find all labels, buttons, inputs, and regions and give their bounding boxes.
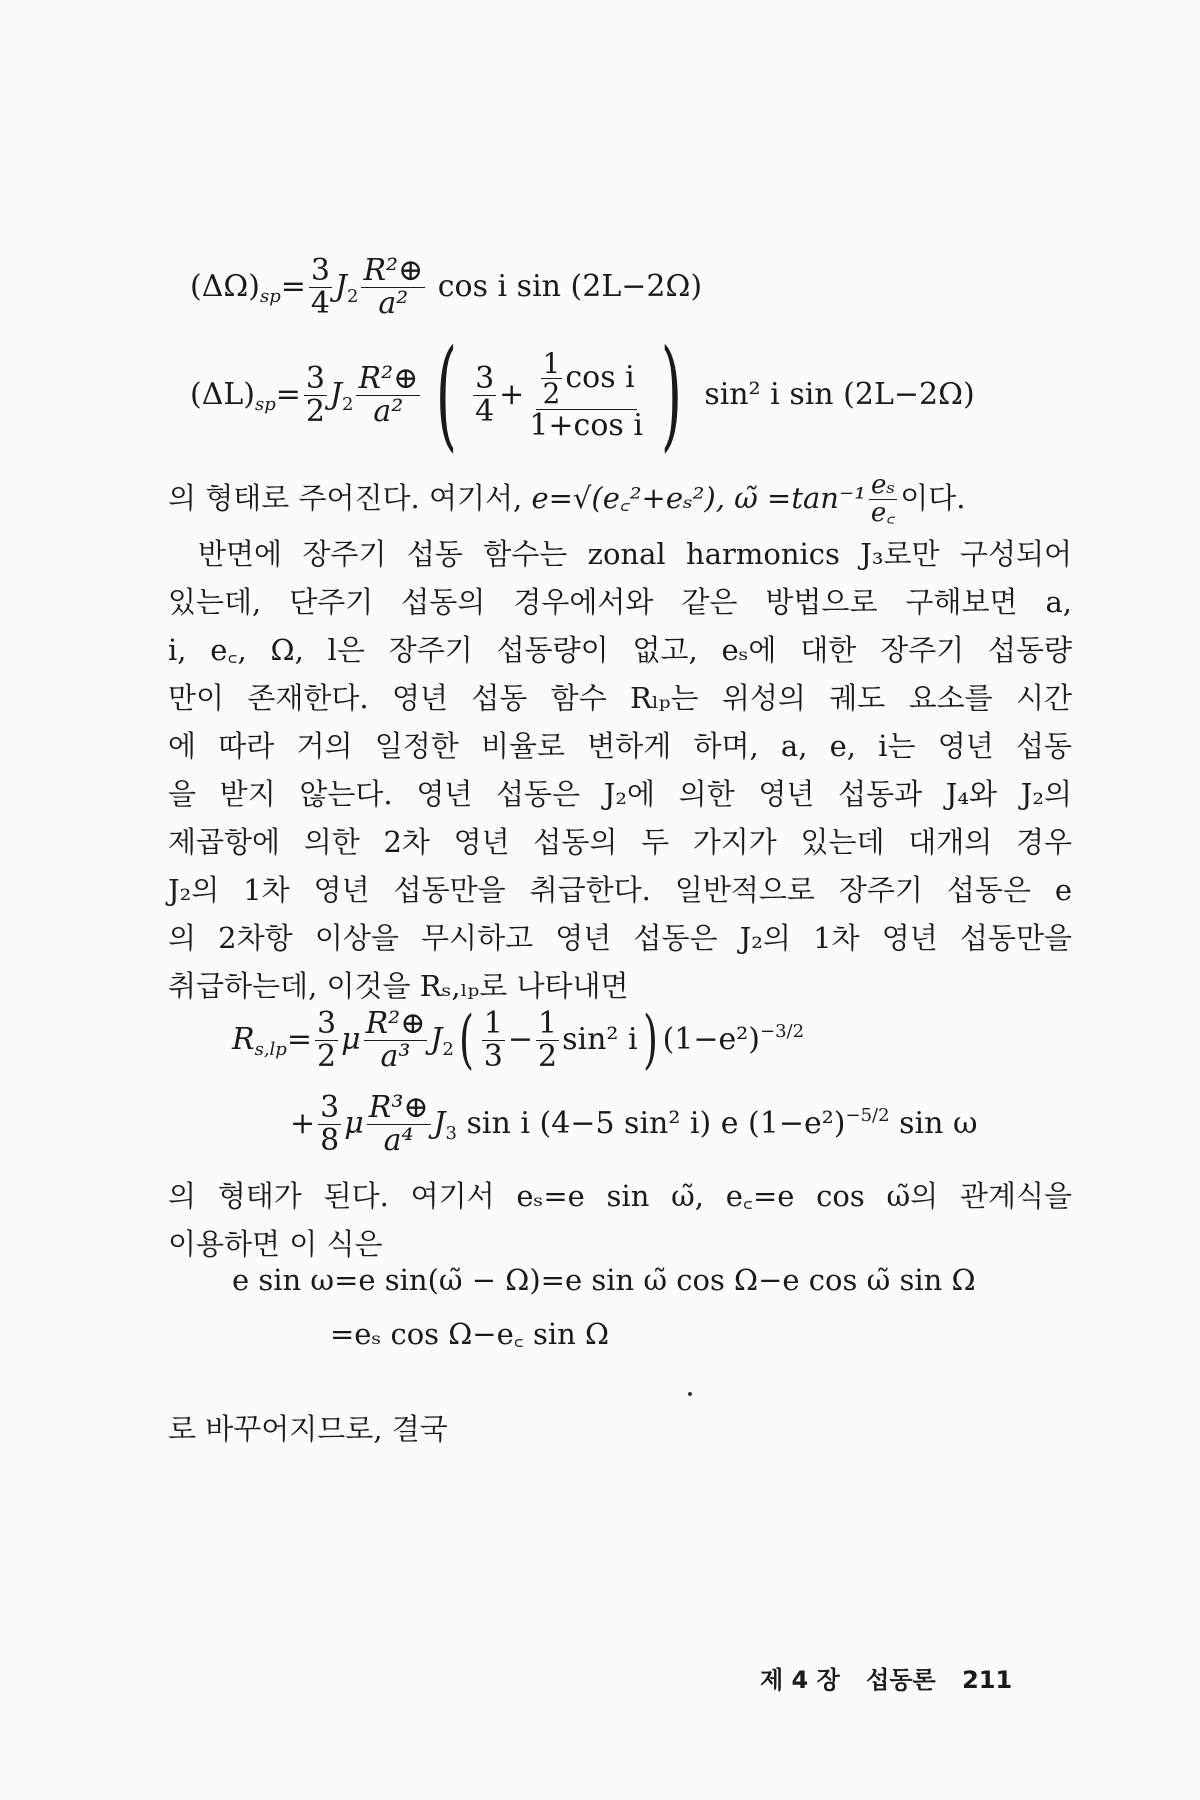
eq3-lhs: R	[232, 1022, 255, 1057]
eq2-ratio: $\frac{\text{R²⊕}}{\text{a²}}$	[358, 361, 419, 429]
eq2-right-paren: )	[660, 325, 682, 464]
eq1-tail: cos i sin (2L−2Ω)	[437, 269, 703, 304]
equation-r-slp: $R_{s,lp}=$ $\frac{3}{2}$ μ $\frac{\text{R²⊕}}{\text{a³}}$ $J_2$( $\frac{1}{3}$ − $\frac{1}{2}$ sin² i) $(1-e^2)^{-3/2}$	[232, 1003, 805, 1077]
paragraph-relation	[168, 1172, 1072, 1268]
eq2-equals: =	[275, 377, 301, 412]
equation-e-sin-omega	[232, 1263, 976, 1297]
eq4-plus: +	[290, 1106, 316, 1141]
eq1-j: J	[334, 269, 347, 304]
para2-line-4: 만이 존재한다. 영년 섭동 함수 Rₗₚ는 위성의 궤도 요소를 시간	[168, 681, 1072, 715]
eq3-left-paren: (	[458, 1003, 474, 1077]
eq4-body: sin i (4−5 sin² i) e (1−e²)	[466, 1106, 846, 1141]
eq3-ratio: $\frac{\text{R²⊕}}{\text{a³}}$	[365, 1006, 426, 1074]
eq3-coef: $\frac{3}{2}$	[316, 1006, 337, 1074]
equation-delta-l: $(\Delta L)_{sp}=$ $\frac{3}{2}$ $J_2$ $\frac{\text{R²⊕}}{\text{a²}}$ ( $\frac{3}{4}$ + $\frac{1}{2}$ cos i 1+cos i ) sin² i sin (2L−2Ω)	[190, 325, 975, 464]
eq2-three-quarters: $\frac{3}{4}$	[475, 361, 495, 429]
para2-line-5: 에 따라 거의 일정한 비율로 변하게 하며, a, e, i는 영년 섭동	[168, 729, 1072, 763]
page-footer	[760, 1660, 1120, 1695]
eq2-plus: +	[499, 377, 525, 412]
eq3-tail: (1−e²)	[662, 1022, 760, 1057]
eq3-half: $\frac{1}{2}$	[538, 1006, 558, 1074]
eq2-lhs: (ΔL)	[190, 377, 255, 412]
paragraph-conclusion	[168, 1405, 1072, 1453]
eq4-ratio: $\frac{\text{R³⊕}}{\text{a⁴}}$	[368, 1090, 429, 1158]
para1-omega-tilde: ω̃ =tan⁻¹	[734, 480, 866, 515]
para4-line: 로 바꾸어지므로, 결국	[168, 1412, 448, 1446]
para1-pre: 의 형태로 주어진다. 여기서,	[168, 480, 532, 515]
para2-line-10: 취급하는데, 이것을 Rₛ,ₗₚ로 나타내면	[168, 969, 629, 1003]
eq2-j: J	[330, 377, 343, 412]
eq5-text: e sin ω=e sin(ω̃ − Ω)=e sin ω̃ cos Ω−e cos ω̃ sin Ω	[232, 1263, 976, 1297]
eq4-j: J	[433, 1106, 446, 1141]
para1-post: 이다.	[900, 480, 966, 515]
page-number: 211	[962, 1666, 1013, 1694]
eq3-sin: sin² i	[562, 1022, 638, 1057]
stray-dot	[688, 1392, 692, 1396]
eq1-ratio: $\frac{\text{R²⊕}}{\text{a²}}$	[363, 253, 424, 321]
eq3-minus: −	[507, 1022, 534, 1057]
eq2-lhs-sub: sp	[255, 394, 276, 415]
eq1-equals: =	[280, 269, 306, 304]
equation-delta-omega: $(\Delta\Omega)_{sp}=$ $\frac{3}{4}$ $J_2$ $\frac{\text{R²⊕}}{\text{a²}}$ cos i sin (2L−2Ω)	[190, 253, 703, 321]
para1-eccentricity: e=√(e꜀²+eₛ²),	[531, 480, 725, 515]
eq6-text: =eₛ cos Ω−e꜀ sin Ω	[330, 1317, 610, 1351]
eq4-tail: sin ω	[899, 1106, 978, 1141]
paragraph-definition	[168, 472, 1072, 528]
eq1-lhs: (ΔΩ)	[190, 269, 260, 304]
eq2-tail: sin² i sin (2L−2Ω)	[704, 377, 975, 412]
equation-r-slp-continued: + $\frac{3}{8}$ μ $\frac{\text{R³⊕}}{\text{a⁴}}$ $J_3$ sin i (4−5 sin² i) e $(1-e^2)^{-5/2}$ sin ω	[290, 1090, 978, 1158]
eq4-coef: $\frac{3}{8}$	[320, 1090, 340, 1158]
eq1-coef: $\frac{3}{4}$	[310, 253, 330, 321]
footer-section: 섭동론	[866, 1666, 936, 1694]
eq3-equals: =	[286, 1022, 312, 1057]
para2-line-2: 있는데, 단주기 섭동의 경우에서와 같은 방법으로 구해보면 a,	[168, 585, 1072, 619]
eq3-right-paren: )	[642, 1003, 658, 1077]
para2-line-8: J₂의 1차 영년 섭동만을 취급한다. 일반적으로 장주기 섭동은 e	[168, 873, 1072, 907]
para2-line-7: 제곱항에 의한 2차 영년 섭동의 두 가지가 있는데 대개의 경우	[168, 825, 1072, 859]
para2-line-1: 반면에 장주기 섭동 함수는 zonal harmonics J₃로만 구성되어	[198, 537, 1072, 571]
eq2-cos-fraction: $\frac{1}{2}$ cos i 1+cos i	[529, 346, 643, 443]
para2-line-6: 을 받지 않는다. 영년 섭동은 J₂에 의한 영년 섭동과 J₄와 J₂의	[168, 777, 1072, 811]
para3-line-1: 의 형태가 된다. 여기서 eₛ=e sin ω̃, e꜀=e cos ω̃의 관계식을	[168, 1179, 1072, 1213]
para2-line-9: 의 2차항 이상을 무시하고 영년 섭동은 J₂의 1차 영년 섭동만을	[168, 921, 1072, 955]
eq1-lhs-sub: sp	[259, 286, 281, 307]
eq4-mu: μ	[344, 1106, 364, 1141]
para1-fraction: $\frac{\text{eₛ}}{e꜀}$	[870, 470, 896, 529]
eq3-third: $\frac{1}{3}$	[483, 1006, 503, 1074]
paragraph-long-period	[168, 530, 1072, 1010]
eq3-j: J	[430, 1022, 443, 1057]
footer-chapter: 제 4 장	[760, 1666, 840, 1694]
eq2-left-paren: (	[436, 325, 458, 464]
eq3-mu: μ	[341, 1022, 361, 1057]
para2-line-3: i, e꜀, Ω, l은 장주기 섭동량이 없고, eₛ에 대한 장주기 섭동량	[168, 633, 1072, 667]
eq2-coef: $\frac{3}{2}$	[305, 361, 325, 429]
para3-line-2: 이용하면 이 식은	[168, 1227, 383, 1261]
equation-e-sin-omega-result	[330, 1317, 610, 1351]
